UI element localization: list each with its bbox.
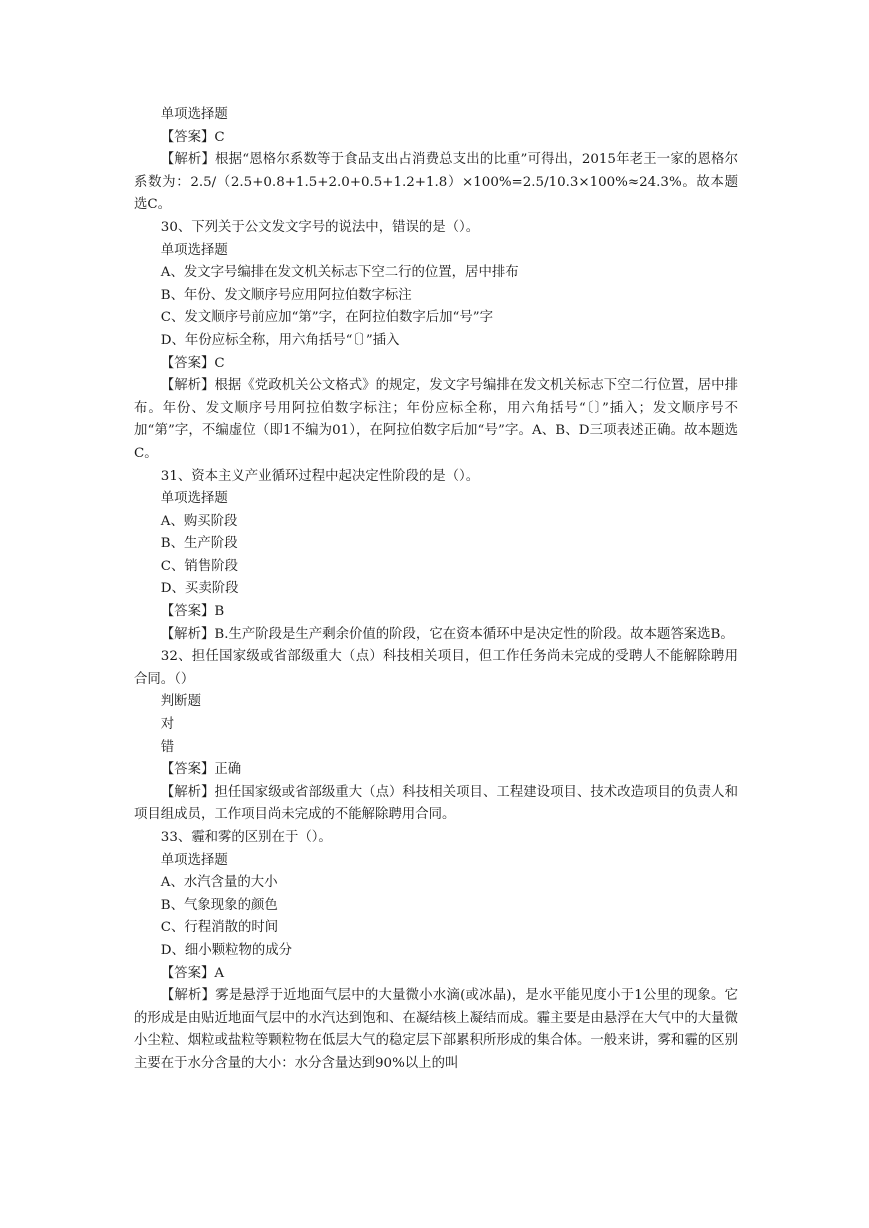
paragraph: C、销售阶段 xyxy=(160,558,238,574)
paragraph: C、发文顺序号前应加“第”字，在阿拉伯数字后加“号”字 xyxy=(160,310,494,326)
paragraph: B、年份、发文顺序号应用阿拉伯数字标注 xyxy=(160,287,412,303)
paragraph: 【答案】B xyxy=(160,604,225,620)
paragraph: 【解析】担任国家级或省部级重大（点）科技相关项目、工程建设项目、技术改造项目的负责人和项目组成员，工作项目尚未完成的不能解除聘用合同。 xyxy=(134,784,738,823)
paragraph: 31、资本主义产业循环过程中起决定性阶段的是（）。 xyxy=(160,468,480,484)
paragraph: D、买卖阶段 xyxy=(160,581,239,597)
paragraph: 【答案】C xyxy=(160,355,225,371)
paragraph: D、年份应标全称，用六角括号“〔〕”插入 xyxy=(160,332,400,348)
paragraph: 单项选择题 xyxy=(160,107,228,122)
paragraph: 判断题 xyxy=(160,694,201,710)
paragraph: B、气象现象的颜色 xyxy=(160,897,278,913)
paragraph: A、水汽含量的大小 xyxy=(160,875,278,891)
paragraph: D、细小颗粒物的成分 xyxy=(160,942,293,958)
document-body xyxy=(134,104,738,1076)
paragraph: C、行程消散的时间 xyxy=(160,920,279,936)
paragraph: 【答案】C xyxy=(160,129,225,145)
paragraph: 单项选择题 xyxy=(160,491,228,507)
paragraph: A、发文字号编排在发文机关标志下空二行的位置，居中排布 xyxy=(160,265,519,281)
paragraph: 【解析】根据“恩格尔系数等于食品支出占消费总支出的比重”可得出，2015年老王一家的恩格尔系数为：2.5/（2.5+0.8+1.5+2.0+0.5+1.2+1.8）×100%=2.5/10.3×100%≈24.3%。故本题选C。 xyxy=(134,152,738,213)
paragraph: A、购买阶段 xyxy=(160,513,238,529)
paragraph: 33、霾和雾的区别在于（）。 xyxy=(160,830,332,845)
paragraph: 【解析】根据《党政机关公文格式》的规定，发文字号编排在发文机关标志下空二行位置，居中排布。年份、发文顺序号用阿拉伯数字标注；年份应标全称，用六角括号“〔〕”插入；发文顺序号不加“第”字，不编虚位（即1不编为01），在阿拉伯数字后加“号”字。A、B、D三项表述正确。故本题选C。 xyxy=(134,378,738,461)
paragraph: B、生产阶段 xyxy=(160,536,238,552)
paragraph: 32、担任国家级或省部级重大（点）科技相关项目，但工作任务尚未完成的受聘人不能解除聘用合同。（） xyxy=(134,649,738,687)
document-page xyxy=(134,104,738,1076)
paragraph: 【答案】A xyxy=(160,965,225,981)
paragraph: 【解析】雾是悬浮于近地面气层中的大量微小水滴(或冰晶)，是水平能见度小于1公里的现象。它的形成是由贴近地面气层中的水汽达到饱和、在凝结核上凝结而成。霾主要是由悬浮在大气中的大量微小尘粒、烟粒或盐粒等颗粒物在低层大气的稳定层下部累积所形成的集合体。一般来讲，雾和霾的区别主要在于水分含量的大小：水分含量达到90%以上的叫 xyxy=(134,988,738,1071)
paragraph: 30、下列关于公文发文字号的说法中，错误的是（）。 xyxy=(160,219,480,235)
paragraph: 对 xyxy=(160,717,175,733)
paragraph: 单项选择题 xyxy=(160,242,228,258)
paragraph: 【解析】B.生产阶段是生产剩余价值的阶段，它在资本循环中是决定性的阶段。故本题答案选B。 xyxy=(160,626,734,642)
paragraph: 错 xyxy=(160,739,175,755)
paragraph: 单项选择题 xyxy=(160,852,228,868)
paragraph: 【答案】正确 xyxy=(160,762,242,778)
